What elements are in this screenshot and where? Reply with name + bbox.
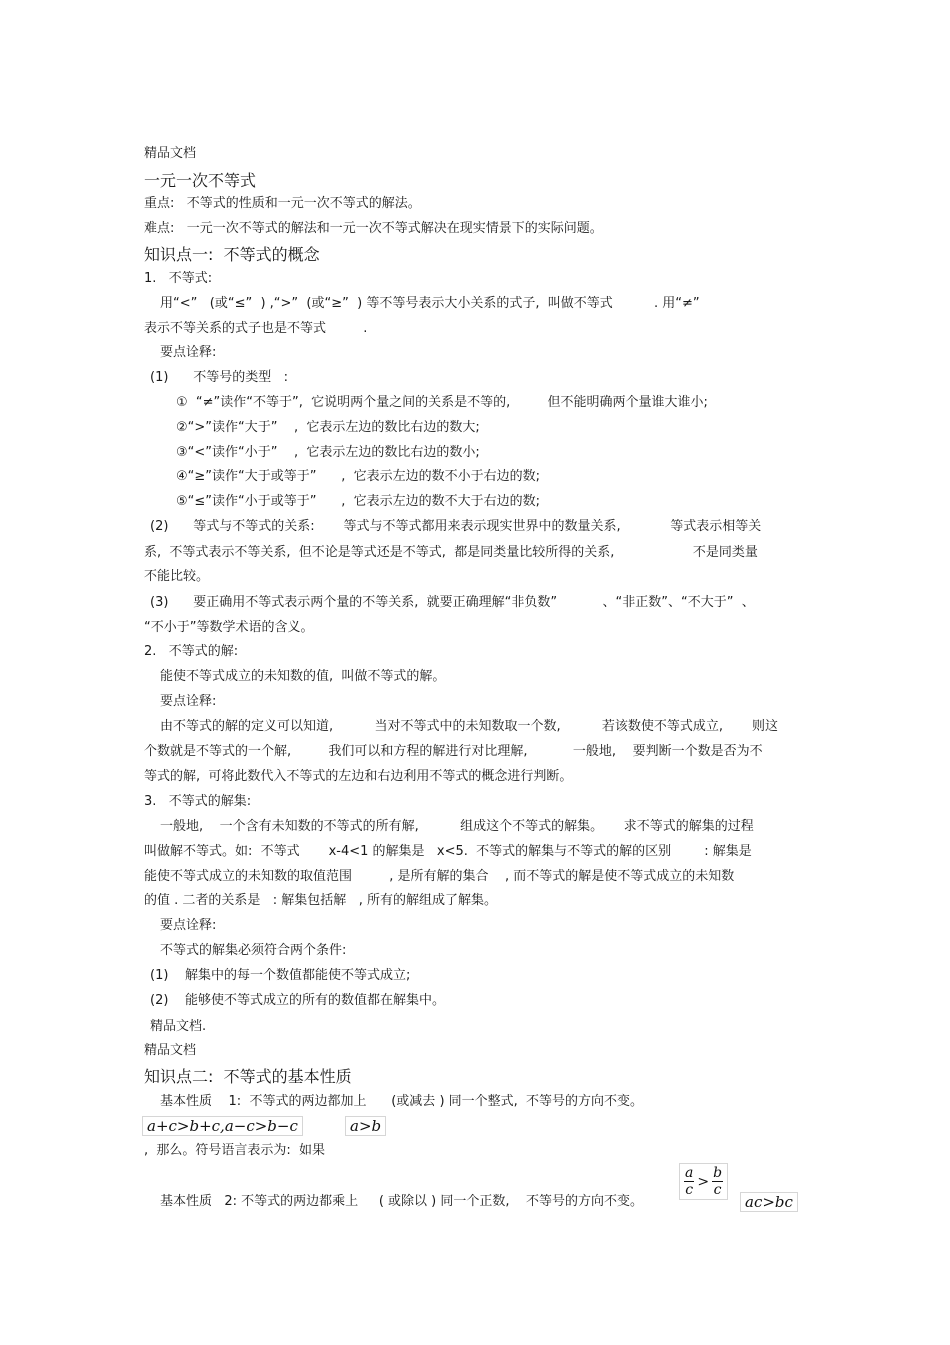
paragraph-line: 用“<” (或“≤” ) ,“>” (或“≥” ) 等不等号表示大小关系的式子, 叫做不等式 . 用“≠” — [160, 296, 700, 311]
fraction-denominator: c — [713, 1182, 722, 1198]
notes-label: 要点诠释: — [160, 918, 217, 933]
fraction-numerator: a — [685, 1165, 694, 1181]
fraction-numerator: b — [713, 1165, 723, 1181]
fraction-denominator: c — [685, 1182, 694, 1198]
subsection-title: 2. 不等式的解: — [144, 644, 239, 659]
paragraph-line: 个数就是不等式的一个解, 我们可以和方程的解进行对比理解, 一般地, 要判断一个数是否为不 — [144, 744, 763, 759]
paragraph-line: 表示不等关系的式子也是不等式 . — [144, 321, 368, 336]
formula-image: ac>bc — [740, 1192, 798, 1212]
formula-image: a+c>b+c,a−c>b−c — [142, 1116, 303, 1136]
paragraph-line: , 那么。符号语言表示为: 如果 — [144, 1143, 326, 1158]
notes-label: 要点诠释: — [160, 345, 217, 360]
paragraph-line: 的值 . 二者的关系是 : 解集包括解 , 所有的解组成了解集。 — [144, 893, 497, 908]
property-line: 基本性质 2: 不等式的两边都乘上 ( 或除以 ) 同一个正数, 不等号的方向不变。 — [160, 1194, 644, 1209]
list-item: (1) 解集中的每一个数值都能使不等式成立; — [150, 968, 411, 983]
paragraph-line: 等式的解, 可将此数代入不等式的左边和右边利用不等式的概念进行判断。 — [144, 769, 573, 784]
paragraph-line: (3) 要正确用不等式表示两个量的不等关系, 就要正确理解“非负数” 、“非正数”、“不大于” 、 — [150, 595, 755, 610]
section-heading-2: 知识点二: 不等式的基本性质 — [144, 1067, 352, 1086]
property-line: 基本性质 1: 不等式的两边都加上 (或减去 ) 同一个整式, 不等号的方向不变。 — [160, 1094, 644, 1109]
paragraph-line: 系, 不等式表示不等关系, 但不论是等式还是不等式, 都是同类量比较所得的关系, 不是同类量 — [144, 545, 758, 560]
list-item: ⑤“≤”读作“小于或等于” , 它表示左边的数不大于右边的数; — [176, 494, 541, 509]
paragraph-line: 能使不等式成立的未知数的取值范围 , 是所有解的集合 , 而不等式的解是使不等式成立的未知数 — [144, 869, 735, 884]
paragraph-line: (2) 等式与不等式的关系: 等式与不等式都用来表示现实世界中的数量关系, 等式表示相等关 — [150, 519, 762, 534]
watermark-header: 精品文档 — [144, 1043, 197, 1058]
subsection-title: 1. 不等式: — [144, 271, 213, 286]
subsection-title: 3. 不等式的解集: — [144, 794, 252, 809]
list-item: ① “≠”读作“不等于”, 它说明两个量之间的关系是不等的, 但不能明确两个量谁大谁小; — [176, 395, 708, 410]
paragraph-line: “不小于”等数学术语的含义。 — [144, 620, 314, 635]
watermark-header: 精品文档 — [144, 146, 197, 161]
paragraph-line: 能使不等式成立的未知数的值, 叫做不等式的解。 — [160, 669, 446, 684]
watermark-footer: 精品文档. — [150, 1019, 207, 1034]
notes-label: 要点诠释: — [160, 694, 217, 709]
paragraph-line: 由不等式的解的定义可以知道, 当对不等式中的未知数取一个数, 若该数使不等式成立, 则这 — [160, 719, 778, 734]
list-item: (2) 能够使不等式成立的所有的数值都在解集中。 — [150, 993, 445, 1008]
key-point: 重点: 不等式的性质和一元一次不等式的解法。 — [144, 196, 421, 211]
list-item: ③“<”读作“小于” , 它表示左边的数比右边的数小; — [176, 445, 480, 460]
list-item: (1) 不等号的类型 : — [150, 370, 288, 385]
list-item: ④“≥”读作“大于或等于” , 它表示左边的数不小于右边的数; — [176, 469, 541, 484]
formula-image — [679, 1163, 728, 1200]
section-heading-1: 知识点一: 不等式的概念 — [144, 245, 320, 264]
paragraph-line: 不能比较。 — [144, 569, 210, 584]
page-title: 一元一次不等式 — [144, 171, 257, 190]
formula-image: a>b — [345, 1116, 386, 1136]
fraction-operator: > — [697, 1173, 710, 1190]
paragraph-line: 一般地, 一个含有未知数的不等式的所有解, 组成这个不等式的解集。 求不等式的解集的过程 — [160, 819, 754, 834]
paragraph-line: 叫做解不等式。如: 不等式 x-4<1 的解集是 x<5. 不等式的解集与不等式的解的区别 : 解集是 — [144, 844, 752, 859]
difficulty: 难点: 一元一次不等式的解法和一元一次不等式解决在现实情景下的实际问题。 — [144, 221, 603, 236]
list-item: ②“>”读作“大于” , 它表示左边的数比右边的数大; — [176, 420, 480, 435]
paragraph-line: 不等式的解集必须符合两个条件: — [160, 943, 347, 958]
